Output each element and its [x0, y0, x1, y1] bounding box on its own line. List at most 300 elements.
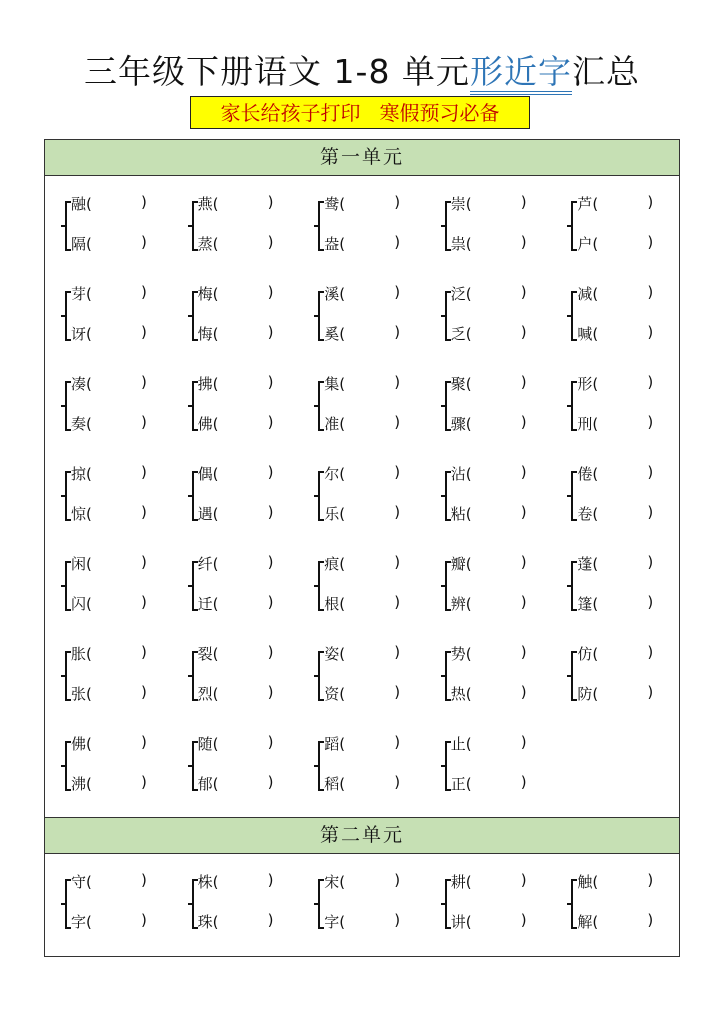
character: 崇	[450, 195, 466, 213]
char-pair-group	[316, 871, 443, 937]
char-pair-group	[569, 643, 696, 709]
pinyin-blank-close: )	[141, 683, 147, 701]
char-item	[577, 553, 654, 574]
pinyin-blank-close: )	[267, 643, 274, 661]
character: 防	[577, 685, 593, 703]
char-item	[71, 683, 147, 704]
char-item	[324, 733, 401, 754]
char-pair-group	[316, 283, 443, 349]
char-item	[197, 911, 274, 932]
pinyin-blank-close: )	[394, 643, 401, 661]
char-pair-group	[316, 463, 443, 529]
char-item	[197, 463, 274, 484]
pinyin-blank-close: )	[647, 911, 654, 929]
character: 仿	[577, 645, 593, 663]
char-pair-group	[443, 733, 570, 799]
char-item	[577, 233, 654, 254]
character: 鸯	[324, 195, 340, 213]
char-pair-group	[190, 643, 317, 709]
pinyin-blank-open[interactable]: (	[339, 415, 346, 433]
pinyin-blank-close: )	[647, 193, 654, 211]
char-item	[324, 871, 401, 892]
pinyin-blank-close: )	[394, 503, 401, 521]
pinyin-blank-close: )	[647, 463, 654, 481]
character: 解	[577, 913, 593, 931]
pinyin-blank-open[interactable]: (	[86, 775, 92, 793]
char-pair-group	[443, 373, 570, 439]
char-item	[324, 413, 401, 434]
pinyin-blank-open[interactable]: (	[592, 595, 599, 613]
pinyin-blank-close: )	[520, 911, 527, 929]
pinyin-blank-open[interactable]: (	[212, 325, 219, 343]
pinyin-blank-close: )	[647, 323, 654, 341]
char-item	[324, 683, 401, 704]
pinyin-blank-open[interactable]: (	[86, 913, 92, 931]
char-item	[71, 193, 147, 214]
pinyin-blank-open[interactable]: (	[465, 595, 472, 613]
character: 止	[450, 735, 466, 753]
character: 耕	[450, 873, 466, 891]
character: 凑	[71, 375, 87, 393]
pinyin-blank-open[interactable]: (	[465, 735, 472, 753]
pinyin-blank-open[interactable]: (	[212, 195, 219, 213]
pinyin-blank-open[interactable]: (	[465, 873, 472, 891]
pinyin-blank-open[interactable]: (	[339, 685, 346, 703]
char-item	[197, 193, 274, 214]
title-prefix: 三年级下册语文 1-8 单元	[84, 52, 470, 91]
pinyin-blank-close: )	[520, 233, 527, 251]
char-item	[71, 553, 147, 574]
character: 乏	[450, 325, 466, 343]
character: 尔	[324, 465, 340, 483]
char-pair-group	[316, 553, 443, 619]
pinyin-blank-open[interactable]: (	[212, 775, 219, 793]
pinyin-blank-close: )	[520, 283, 527, 301]
char-item	[450, 553, 527, 574]
pinyin-blank-close: )	[647, 553, 654, 571]
character: 势	[450, 645, 466, 663]
character: 骤	[450, 415, 466, 433]
pinyin-blank-close: )	[647, 593, 654, 611]
character: 偶	[197, 465, 213, 483]
character: 沸	[71, 775, 87, 793]
character: 随	[197, 735, 213, 753]
section-body	[45, 854, 679, 959]
pinyin-blank-close: )	[647, 233, 654, 251]
pinyin-blank-open[interactable]: (	[212, 465, 219, 483]
char-item	[450, 773, 527, 794]
character: 卷	[577, 505, 593, 523]
character: 张	[71, 685, 87, 703]
char-pair-group	[190, 373, 317, 439]
character: 蹈	[324, 735, 340, 753]
pinyin-blank-open[interactable]: (	[86, 235, 92, 253]
character: 倦	[577, 465, 593, 483]
pinyin-blank-close: )	[647, 373, 654, 391]
character: 珠	[197, 913, 213, 931]
pinyin-blank-open[interactable]: (	[339, 465, 346, 483]
pinyin-blank-open[interactable]: (	[592, 375, 599, 393]
char-item	[71, 911, 147, 932]
pinyin-blank-close: )	[394, 233, 401, 251]
pinyin-blank-open[interactable]: (	[86, 595, 92, 613]
title-highlight: 形近字	[470, 52, 572, 95]
pinyin-blank-close: )	[267, 593, 274, 611]
char-pair-group	[443, 643, 570, 709]
pinyin-blank-close: )	[394, 553, 401, 571]
char-item	[450, 193, 527, 214]
char-pair-group	[63, 283, 190, 349]
char-item	[450, 323, 527, 344]
char-pair-group	[569, 871, 696, 937]
char-pair-group	[190, 733, 317, 799]
pinyin-blank-open[interactable]: (	[465, 415, 472, 433]
pinyin-blank-close: )	[647, 413, 654, 431]
char-item	[324, 323, 401, 344]
pinyin-blank-open[interactable]: (	[212, 645, 219, 663]
pinyin-blank-close: )	[141, 323, 147, 341]
character: 减	[577, 285, 593, 303]
char-pair-group	[63, 643, 190, 709]
pinyin-blank-close: )	[141, 593, 147, 611]
worksheet-table	[44, 139, 680, 957]
pinyin-blank-open[interactable]: (	[592, 555, 599, 573]
character: 集	[324, 375, 340, 393]
char-pair-group	[316, 733, 443, 799]
pinyin-blank-open[interactable]: (	[592, 415, 599, 433]
character: 惊	[71, 505, 87, 523]
char-item	[450, 683, 527, 704]
pinyin-blank-close: )	[520, 593, 527, 611]
char-item	[71, 503, 147, 524]
char-item	[324, 233, 401, 254]
char-item	[197, 733, 274, 754]
char-pair-group	[316, 643, 443, 709]
char-item	[324, 193, 401, 214]
pinyin-blank-open[interactable]: (	[339, 375, 346, 393]
character: 沾	[450, 465, 466, 483]
pinyin-blank-close: )	[141, 413, 147, 431]
pinyin-blank-close: )	[520, 373, 527, 391]
pinyin-blank-open[interactable]: (	[339, 735, 346, 753]
char-pair-group	[63, 871, 190, 937]
pinyin-blank-open[interactable]: (	[339, 285, 346, 303]
pinyin-blank-close: )	[520, 553, 527, 571]
char-item	[577, 643, 654, 664]
character: 祟	[450, 235, 466, 253]
pinyin-blank-open[interactable]: (	[339, 913, 346, 931]
pinyin-blank-open[interactable]: (	[339, 595, 346, 613]
pinyin-blank-open[interactable]: (	[339, 195, 346, 213]
pinyin-blank-open[interactable]: (	[339, 645, 346, 663]
character: 芽	[71, 285, 87, 303]
char-item	[577, 373, 654, 394]
pinyin-blank-open[interactable]: (	[592, 235, 599, 253]
pinyin-blank-close: )	[394, 733, 401, 751]
char-item	[450, 733, 527, 754]
char-item	[577, 911, 654, 932]
pinyin-blank-open[interactable]: (	[339, 873, 346, 891]
character: 掠	[71, 465, 87, 483]
character: 佛	[71, 735, 87, 753]
pinyin-blank-open[interactable]: (	[339, 555, 346, 573]
character: 喊	[577, 325, 593, 343]
pinyin-blank-open[interactable]: (	[465, 375, 472, 393]
char-item	[71, 593, 147, 614]
character: 蓬	[577, 555, 593, 573]
char-item	[577, 683, 654, 704]
pinyin-blank-close: )	[647, 503, 654, 521]
character: 宋	[324, 873, 340, 891]
char-item	[450, 643, 527, 664]
char-item	[71, 643, 147, 664]
pinyin-blank-close: )	[141, 871, 147, 889]
char-item	[577, 283, 654, 304]
char-item	[197, 871, 274, 892]
char-item	[324, 553, 401, 574]
pinyin-blank-close: )	[267, 373, 274, 391]
pinyin-blank-open[interactable]: (	[212, 505, 219, 523]
char-item	[197, 773, 274, 794]
pinyin-blank-open[interactable]: (	[465, 465, 472, 483]
char-pair-group	[316, 373, 443, 439]
char-pair-group	[443, 553, 570, 619]
char-pair-group	[190, 193, 317, 259]
character: 拂	[197, 375, 213, 393]
char-item	[450, 463, 527, 484]
character: 佛	[197, 415, 213, 433]
pinyin-blank-open[interactable]: (	[465, 325, 472, 343]
pinyin-blank-open[interactable]: (	[465, 913, 472, 931]
pinyin-blank-open[interactable]: (	[592, 645, 599, 663]
pinyin-blank-open[interactable]: (	[592, 873, 599, 891]
pinyin-blank-open[interactable]: (	[86, 465, 92, 483]
pinyin-blank-open[interactable]: (	[592, 505, 599, 523]
pinyin-blank-close: )	[647, 871, 654, 889]
pinyin-blank-close: )	[267, 503, 274, 521]
character: 守	[71, 873, 87, 891]
pinyin-blank-open[interactable]: (	[86, 873, 92, 891]
pinyin-blank-close: )	[394, 283, 401, 301]
character: 瓣	[450, 555, 466, 573]
pinyin-blank-close: )	[267, 773, 274, 791]
character: 泛	[450, 285, 466, 303]
pinyin-blank-open[interactable]: (	[465, 555, 472, 573]
pinyin-blank-open[interactable]: (	[212, 285, 219, 303]
pinyin-blank-open[interactable]: (	[86, 505, 92, 523]
pinyin-blank-close: )	[267, 553, 274, 571]
char-item	[577, 871, 654, 892]
char-pair-group	[63, 373, 190, 439]
character: 纤	[197, 555, 213, 573]
char-item	[71, 283, 147, 304]
character: 讶	[71, 325, 87, 343]
pinyin-blank-open[interactable]: (	[86, 415, 92, 433]
pinyin-blank-open[interactable]: (	[86, 555, 92, 573]
pinyin-blank-open[interactable]: (	[212, 415, 219, 433]
pinyin-blank-close: )	[520, 733, 527, 751]
char-item	[197, 683, 274, 704]
character: 正	[450, 775, 466, 793]
pinyin-blank-open[interactable]: (	[86, 325, 92, 343]
pinyin-blank-close: )	[520, 413, 527, 431]
char-pair-group	[569, 373, 696, 439]
char-item	[577, 463, 654, 484]
char-item	[577, 323, 654, 344]
character: 准	[324, 415, 340, 433]
pinyin-blank-open[interactable]: (	[465, 235, 472, 253]
character: 悔	[197, 325, 213, 343]
pinyin-blank-open[interactable]: (	[339, 325, 346, 343]
char-item	[324, 593, 401, 614]
pinyin-blank-open[interactable]: (	[339, 775, 346, 793]
char-pair-group	[569, 553, 696, 619]
pinyin-blank-close: )	[267, 911, 274, 929]
pinyin-blank-close: )	[141, 553, 147, 571]
char-item	[324, 911, 401, 932]
character: 稻	[324, 775, 340, 793]
pinyin-blank-close: )	[141, 233, 147, 251]
char-item	[71, 773, 147, 794]
pinyin-blank-close: )	[394, 373, 401, 391]
character: 盎	[324, 235, 340, 253]
character: 烈	[197, 685, 213, 703]
char-item	[197, 413, 274, 434]
pinyin-blank-open[interactable]: (	[592, 195, 599, 213]
char-item	[197, 503, 274, 524]
pinyin-blank-close: )	[647, 283, 654, 301]
char-item	[197, 643, 274, 664]
pinyin-blank-open[interactable]: (	[465, 685, 472, 703]
char-item	[197, 373, 274, 394]
pinyin-blank-open[interactable]: (	[465, 645, 472, 663]
pinyin-blank-close: )	[267, 283, 274, 301]
char-item	[450, 593, 527, 614]
char-item	[71, 323, 147, 344]
char-pair-group	[443, 463, 570, 529]
char-item	[577, 413, 654, 434]
char-pair-group	[569, 283, 696, 349]
character: 刑	[577, 415, 593, 433]
character: 姿	[324, 645, 340, 663]
char-item	[450, 413, 527, 434]
char-item	[71, 413, 147, 434]
pinyin-blank-open[interactable]: (	[212, 235, 219, 253]
pinyin-blank-open[interactable]: (	[212, 375, 219, 393]
pinyin-blank-open[interactable]: (	[86, 735, 92, 753]
pinyin-blank-open[interactable]: (	[86, 195, 92, 213]
pinyin-blank-open[interactable]: (	[339, 235, 346, 253]
character: 闲	[71, 555, 87, 573]
pinyin-blank-close: )	[141, 733, 147, 751]
section-unit-2	[45, 817, 679, 959]
pinyin-blank-close: )	[647, 643, 654, 661]
char-pair-group	[190, 463, 317, 529]
pinyin-blank-open[interactable]: (	[212, 873, 219, 891]
pinyin-blank-open[interactable]: (	[592, 285, 599, 303]
character: 乐	[324, 505, 340, 523]
subtitle-banner: 家长给孩子打印 寒假预习必备	[190, 96, 530, 129]
char-item	[71, 233, 147, 254]
pinyin-blank-close: )	[267, 463, 274, 481]
pinyin-blank-close: )	[141, 773, 147, 791]
character: 奚	[324, 325, 340, 343]
pinyin-blank-open[interactable]: (	[465, 285, 472, 303]
pinyin-blank-close: )	[520, 871, 527, 889]
pinyin-blank-open[interactable]: (	[212, 595, 219, 613]
character: 遇	[197, 505, 213, 523]
char-item	[71, 871, 147, 892]
char-pair-group	[190, 283, 317, 349]
pinyin-blank-open[interactable]: (	[212, 685, 219, 703]
char-pair-group	[569, 193, 696, 259]
character: 字	[324, 913, 340, 931]
pinyin-blank-close: )	[647, 683, 654, 701]
pinyin-blank-open[interactable]: (	[86, 685, 92, 703]
pinyin-blank-close: )	[520, 463, 527, 481]
pinyin-blank-close: )	[520, 323, 527, 341]
char-item	[577, 193, 654, 214]
pinyin-blank-close: )	[141, 911, 147, 929]
char-pair-group	[190, 553, 317, 619]
pinyin-blank-close: )	[267, 871, 274, 889]
character: 辨	[450, 595, 466, 613]
pinyin-blank-open[interactable]: (	[592, 913, 599, 931]
char-item	[324, 283, 401, 304]
character: 聚	[450, 375, 466, 393]
pinyin-blank-open[interactable]: (	[212, 913, 219, 931]
pinyin-blank-open[interactable]: (	[592, 685, 599, 703]
character: 裂	[197, 645, 213, 663]
character: 痕	[324, 555, 340, 573]
char-pair-group	[63, 463, 190, 529]
pinyin-blank-open[interactable]: (	[86, 285, 92, 303]
character: 粘	[450, 505, 466, 523]
char-item	[450, 373, 527, 394]
character: 迁	[197, 595, 213, 613]
pinyin-blank-open[interactable]: (	[86, 645, 92, 663]
char-item	[324, 373, 401, 394]
char-pair-group	[569, 463, 696, 529]
pinyin-blank-open[interactable]: (	[465, 775, 472, 793]
character: 株	[197, 873, 213, 891]
pinyin-blank-open[interactable]: (	[465, 505, 472, 523]
pinyin-blank-close: )	[394, 413, 401, 431]
pinyin-blank-open[interactable]: (	[465, 195, 472, 213]
pinyin-blank-close: )	[520, 773, 527, 791]
character: 根	[324, 595, 340, 613]
pinyin-blank-open[interactable]: (	[592, 325, 599, 343]
character: 芦	[577, 195, 593, 213]
section-header: 第一单元	[45, 140, 679, 176]
pinyin-blank-open[interactable]: (	[86, 375, 92, 393]
char-pair-group	[190, 871, 317, 937]
character: 讲	[450, 913, 466, 931]
char-item	[450, 503, 527, 524]
char-item	[450, 871, 527, 892]
character: 溪	[324, 285, 340, 303]
pinyin-blank-open[interactable]: (	[212, 735, 219, 753]
pinyin-blank-close: )	[267, 233, 274, 251]
char-pair-group	[316, 193, 443, 259]
pinyin-blank-open[interactable]: (	[339, 505, 346, 523]
char-item	[197, 593, 274, 614]
page-title	[0, 46, 724, 93]
pinyin-blank-close: )	[267, 193, 274, 211]
char-item	[450, 911, 527, 932]
pinyin-blank-open[interactable]: (	[592, 465, 599, 483]
pinyin-blank-open[interactable]: (	[212, 555, 219, 573]
